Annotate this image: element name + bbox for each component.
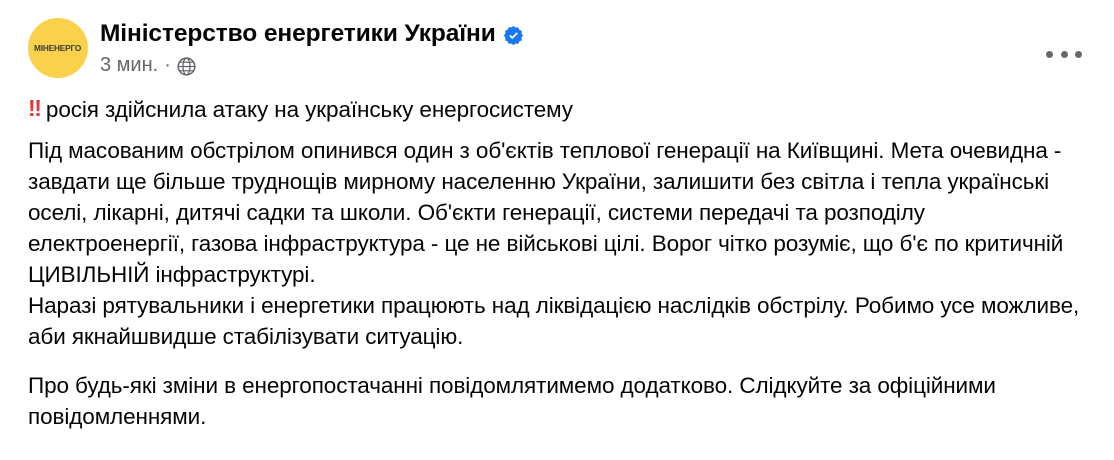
- post-paragraph: Під масованим обстрілом опинився один з об'єктів теплової генерації на Київщині. Мета очевидна - завдати ще більше труднощів мирному населенню України, залишити без світла і тепла українські оселі, лікарні, дитячі садки та школи. Об'єкти генерації, системи передачі та розподілу електроенергії, газова інфраструктура - це не військові цілі. Ворог чітко розуміє, що б'є по критичній ЦИВІЛЬНІЙ інфраструктурі.: [28, 138, 1064, 288]
- post-body: [28, 94, 1086, 432]
- double-exclamation-icon: ‼: [28, 95, 40, 121]
- meta-separator: ·: [164, 54, 171, 77]
- author-row: [100, 20, 524, 48]
- post-paragraph: Про будь-які зміни в енергопостачанні повідомлятимемо додатково. Слідкуйте за офіційними повідомленнями.: [28, 373, 996, 430]
- author-name[interactable]: Міністерство енергетики України: [100, 20, 496, 47]
- more-dot-3: [1075, 51, 1082, 58]
- avatar-label: МІНЕНЕРГО: [34, 43, 82, 53]
- post-paragraph: Наразі рятувальники і енергетики працюють над ліквідацією наслідків обстрілу. Робимо усе можливе, аби якнайшвидше стабілізувати ситуацію.: [28, 293, 1080, 350]
- more-dot-2: [1061, 51, 1068, 58]
- post-meta: [100, 54, 524, 76]
- more-dot-1: [1046, 51, 1053, 58]
- post-author-block: [100, 18, 524, 76]
- more-options-icon[interactable]: [1046, 44, 1082, 64]
- post-header: [28, 18, 1086, 78]
- post-headline: [28, 94, 1086, 125]
- post-headline-text: росія здійснила атаку на українську енергосистему: [45, 97, 573, 122]
- avatar[interactable]: [28, 18, 88, 78]
- globe-icon[interactable]: [177, 57, 196, 76]
- post-timestamp[interactable]: 3 мин.: [100, 54, 159, 77]
- verified-badge-icon: [503, 25, 524, 46]
